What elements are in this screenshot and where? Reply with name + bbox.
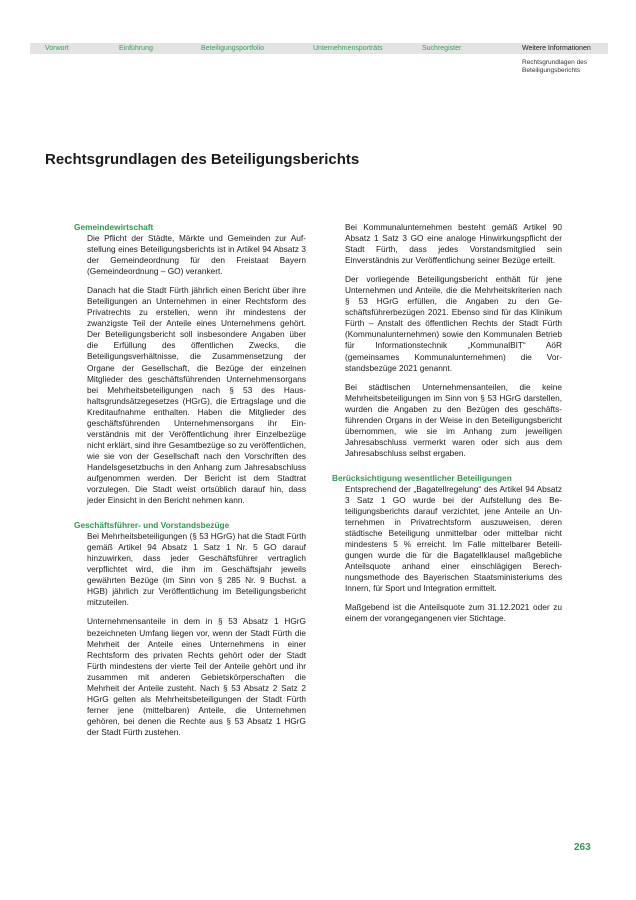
paragraph: Unternehmensanteile in dem in § 53 Absatz 1 HGrG bezeichneten Umfang liegen vor, wenn der Stadt Fürth die Mehrheit der Anteile eines Unternehmens in einer Rechtsform des privaten Rechts gehört oder der Stadt Fürth mindestens der vierte Teil der Anteile gehört und ihr zusammen mit anderen Gebietskörperschaften die Mehrheit der Anteile zusteht. Nach § 53 Absatz 2 Satz 2 HGrG gelten als Mehrheitsbeteiligungen der Stadt Fürth ferner jene (mittelbaren) Anteile, die Unternehmen gehören, bei denen die Rechte aus § 53 Absatz 1 HGrG der Stadt Fürth zustehen. — [87, 616, 306, 737]
section-heading-gemeindewirtschaft: Gemeindewirtschaft — [74, 222, 154, 232]
nav-subsection-label[interactable]: Rechtsgrundlagen des Beteiligungsberichts — [522, 59, 588, 74]
paragraph: Bei städtischen Unternehmensanteilen, die keine Mehrheitsbeteiligungen im Sinn von § 53 HGrG darstellen, wurden die Angaben zu den Bezügen des geschäftsführenden Organs in der Weise in den Beteiligungsbericht übernommen, wie sie im Anhang zum jeweiligen Jahresabschluss vermerkt waren oder sich aus dem Jahresabschluss selbst ergaben. — [345, 381, 562, 458]
top-navigation — [30, 43, 608, 54]
paragraph: Maßgebend ist die Anteilsquote zum 31.12.2021 oder zu einem der vorangegangenen vier Stichtage. — [345, 602, 562, 624]
paragraph: Bei Mehrheitsbeteiligungen (§ 53 HGrG) hat die Stadt Fürth gemäß Artikel 94 Absatz 1 Satz 1 Nr. 5 GO darauf hinzuwirken, dass jeder Geschäftsführer vertraglich verpflichtet wird, die ihm im Geschäftsjahr jeweils gewährten Bezüge (im Sinn von § 285 Nr. 9 Buchst. a HGB) jährlich zur Veröffentlichung im Beteiligungsbericht mitzuteilen. — [87, 531, 306, 608]
paragraph: Entsprechend der „Bagatellregelung“ des Artikel 94 Absatz 3 Satz 1 GO wurde bei der Aufstellung des Beteiligungsberichts darauf verzichtet, jene Anteile an Unternehmen in Privatrechtsform auszuweisen, deren städtische Beteiligung unmittelbar oder mittelbar nicht mindestens 5 % erreicht. Im Falle mittelbarer Beteiligungen wurde die für die Bagatellklausel maßgebliche Anteilsquote anhand einer einschlägigen Berechnungsmethode des Bayerischen Staatsministeriums des Innern, für Sport und Integration ermittelt. — [345, 483, 562, 594]
nav-item-suchregister[interactable]: Suchregister — [422, 45, 462, 52]
section-heading-geschaeftsfuehrerbezuege: Geschäftsführer- und Vorstandsbezüge — [74, 520, 230, 531]
nav-item-weitere-informationen[interactable]: Weitere Informationen — [522, 45, 591, 52]
paragraph: Die Pflicht der Städte, Märkte und Gemeinden zur Aufstellung eines Beteiligungsberichts ist in Artikel 94 Absatz 3 der Gemeindeordnung für den Freistaat Bayern (Gemeindeordnung – GO) verankert. — [87, 233, 306, 277]
left-column — [74, 222, 306, 746]
nav-item-vorwort[interactable]: Vorwort — [45, 45, 69, 52]
paragraph: Danach hat die Stadt Fürth jährlich einen Bericht über ihre Beteiligungen an Unternehmen in einer Rechtsform des Privatrechts zu erstellen, wenn ihr mindestens der zwanzigste Teil der Anteile eines Unternehmens gehört. Der Beteiligungsbericht soll insbesondere Angaben über die Erfüllung des öffentlichen Zwecks, die Beteiligungsverhältnisse, die Zusammensetzung der Organe der Gesellschaft, die Bezüge der einzelnen Mitglieder des geschäftsführenden Unternehmensorgans bei Mehrheitsbeteiligungen nach § 53 des Haushaltsgrundsätzegesetzes (HGrG), die Ertragslage und die Kreditaufnahme enthalten. Haben die Mitglieder des geschäftsführenden Unternehmensorgans ihr Einverständnis mit der Veröffentlichung ihrer Einzelbezüge nicht erklärt, sind ihre Gesamtbezüge so zu veröffentlichen, wie sie von der Gesellschaft nach den Vorschriften des Handelsgesetzbuchs in den Anhang zum Jahresabschluss aufgenommen werden. Der Bericht ist dem Stadtrat vorzulegen. Die Stadt weist ortsüblich darauf hin, dass jeder Einsicht in den Bericht nehmen kann. — [87, 285, 306, 506]
page-number: 263 — [574, 842, 591, 853]
section-heading-wesentliche-beteiligungen: Berücksichtigung wesentlicher Beteiligungen — [332, 472, 512, 483]
right-column — [332, 222, 562, 633]
paragraph: Der vorliegende Beteiligungsbericht enthält für jene Unternehmen und Anteile, die die Mehrheitskriterien nach § 53 HGrG erfüllen, die Angaben zu den Geschäftsführerbezügen 2021. Ebenso sind für das Klinikum Fürth – Anstalt des öffentlichen Rechts der Stadt Fürth (Kommunalunternehmen) sowie den Kommunalen Betrieb für Informationstechnik „KommunalBIT“ AöR (gemeinsames Kommunalunternehmen) die Vorstandsbezüge 2021 genannt. — [345, 274, 562, 373]
paragraph: Bei Kommunalunternehmen besteht gemäß Artikel 90 Absatz 1 Satz 3 GO eine analoge Hinwirkungspflicht der Stadt Fürth, dass jedes Vorstandsmitglied sein Einverständnis zur Veröffentlichung seiner Bezüge erteilt. — [345, 222, 562, 266]
nav-item-unternehmensportraets[interactable]: Unternehmensporträts — [313, 45, 383, 52]
page-title: Rechtsgrundlagen des Beteiligungsberichts — [45, 151, 360, 168]
nav-item-einfuehrung[interactable]: Einführung — [119, 45, 153, 52]
nav-item-beteiligungsportfolio[interactable]: Beteiligungsportfolio — [201, 45, 265, 52]
